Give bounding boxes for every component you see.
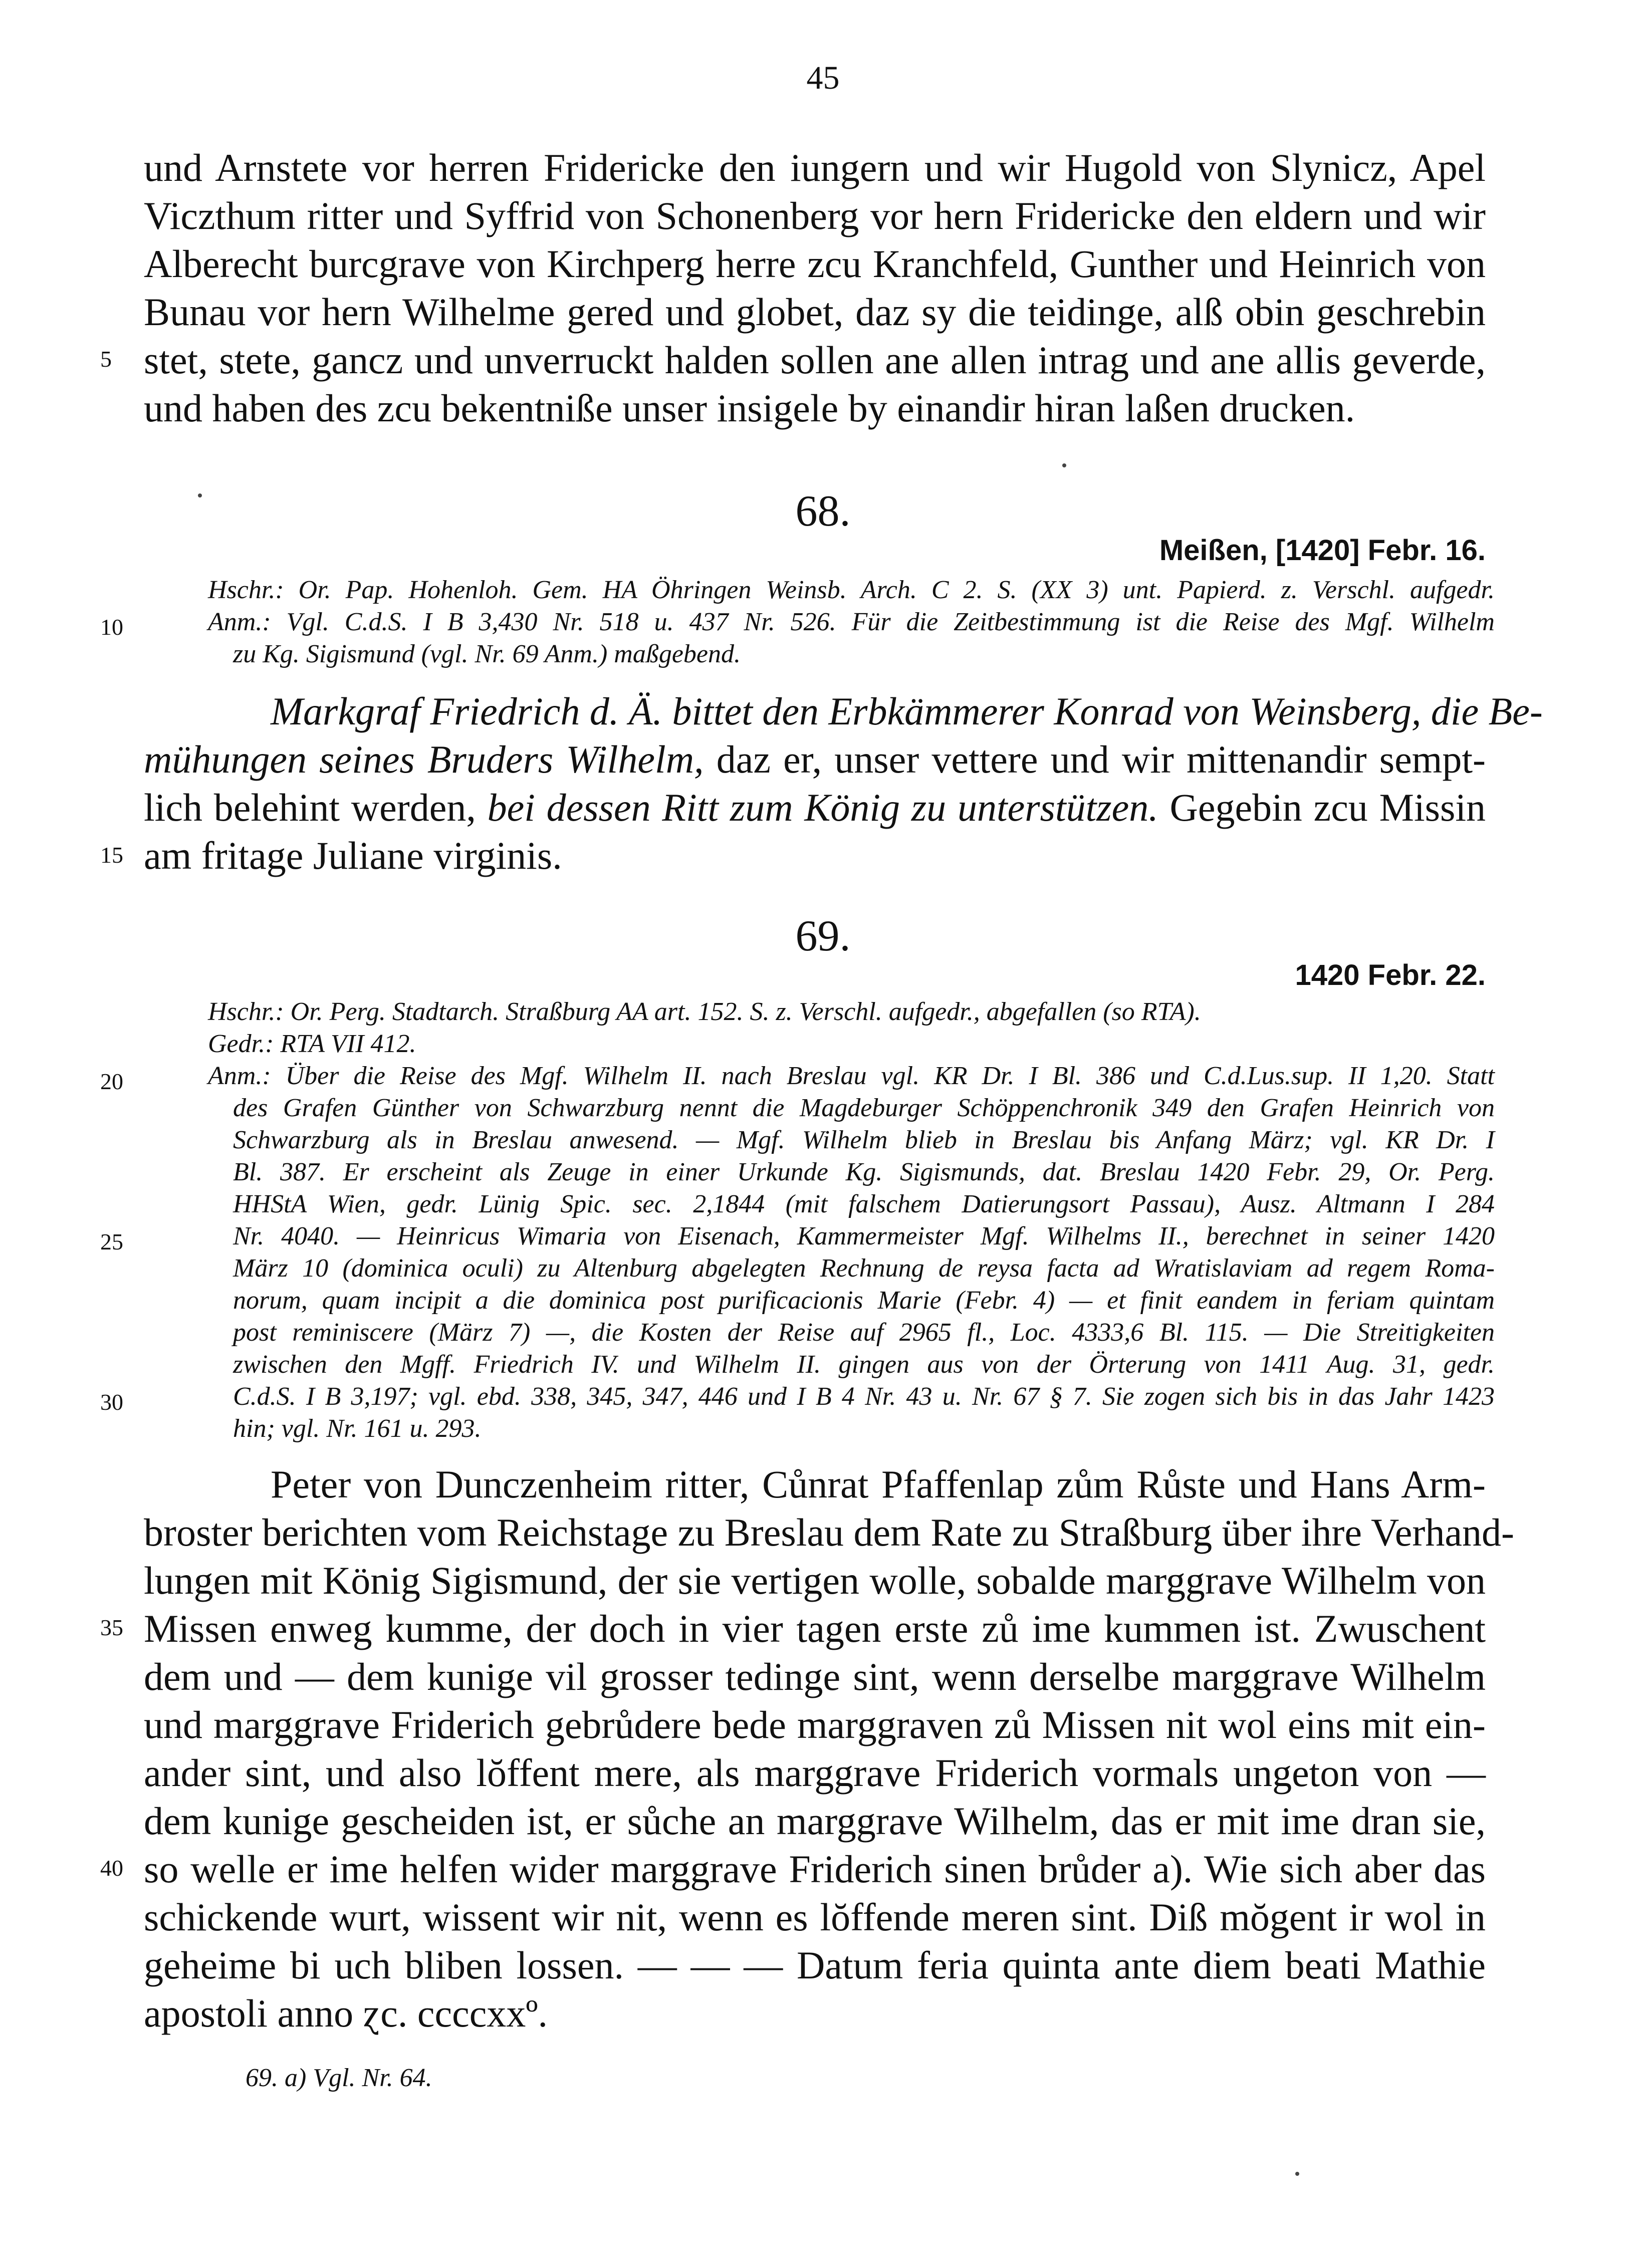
- doc69-body-line-2: broster berichten vom Reichstage zu Breslau dem Rate zu Straßburg über ihre Verhand-: [144, 1510, 1514, 1554]
- doc69-note-10: norum, quam incipit a die dominica post purificacionis Marie (Febr. 4) — et finit eandem in feriam quintam: [233, 1286, 1495, 1315]
- intro-line-3: Alberecht burcgrave von Kirchperg herre zcu Kranchfeld, Gunther und Heinrich von: [144, 242, 1486, 286]
- speck-mark: [1062, 463, 1066, 467]
- intro-line-5: stet, stete, gancz und unverruckt halden sollen ane allen intrag und ane allis geverde,: [144, 338, 1486, 382]
- doc69-note-2: Gedr.: RTA VII 412.: [208, 1030, 416, 1058]
- doc69-note-13: C.d.S. I B 3,197; vgl. ebd. 338, 345, 347, 446 und I B 4 Nr. 43 u. Nr. 67 § 7. Sie zogen sich bis in das Jahr 1423: [233, 1382, 1495, 1411]
- doc69-note-12: zwischen den Mgff. Friedrich IV. und Wilhelm II. gingen aus von der Örterung von 1411 Aug. 31, gedr.: [233, 1350, 1495, 1379]
- line-number-10: 10: [100, 614, 123, 640]
- doc68-summary-italic: bei dessen Ritt zum König zu unterstützen.: [487, 786, 1158, 829]
- doc69-note-5: Schwarzburg als in Breslau anwesend. — Mgf. Wilhelm blieb in Breslau bis Anfang März; vgl. KR Dr. I: [233, 1126, 1495, 1154]
- line-number-20: 20: [100, 1069, 123, 1094]
- doc69-number: 69.: [795, 912, 851, 960]
- line-number-35: 35: [100, 1615, 123, 1640]
- doc68-summary-line-2: [144, 737, 1486, 782]
- doc69-body-line-1: Peter von Dunczenheim ritter, Cůnrat Pfaffenlap zům Růste und Hans Arm-: [271, 1462, 1486, 1506]
- line-number-30: 30: [100, 1389, 123, 1415]
- doc69-note-14: hin; vgl. Nr. 161 u. 293.: [233, 1414, 482, 1443]
- doc68-summary-text: daz er, unser vettere und wir mittenandir sempt-: [703, 737, 1486, 781]
- doc68-note-2: Anm.: Vgl. C.d.S. I B 3,430 Nr. 518 u. 437 Nr. 526. Für die Zeitbestimmung ist die Reise des Mgf. Wilhelm: [208, 608, 1495, 636]
- doc69-body-line-5: dem und — dem kunige vil grosser tedinge sint, wenn derselbe marggrave Wilhelm: [144, 1655, 1486, 1698]
- line-number-5: 5: [100, 346, 112, 372]
- doc68-summary-italic: mühungen seines Bruders Wilhelm,: [144, 737, 704, 781]
- doc69-note-7: HHStA Wien, gedr. Lünig Spic. sec. 2,1844 (mit falschem Datierungsort Passau), Ausz. Altmann I 284: [233, 1190, 1495, 1218]
- intro-line-6: und haben des zcu bekentniße unser insigele by einandir hiran laßen drucken.: [144, 386, 1355, 430]
- line-number-40: 40: [100, 1855, 123, 1881]
- doc69-body-line-7: ander sint, und also lŏffent mere, als marggrave Friderich vormals ungeton von —: [144, 1751, 1486, 1795]
- doc69-body-line-8: dem kunige gescheiden ist, er sůche an marggrave Wilhelm, das er mit ime dran sie,: [144, 1799, 1486, 1843]
- doc69-note-6: Bl. 387. Er erscheint als Zeuge in einer Urkunde Kg. Sigismunds, dat. Breslau 1420 Febr. 29, Or. Perg.: [233, 1158, 1495, 1186]
- line-number-25: 25: [100, 1229, 123, 1254]
- intro-line-1: und Arnstete vor herren Fridericke den iungern und wir Hugold von Slynicz, Apel: [144, 146, 1486, 189]
- speck-mark: [1295, 2172, 1299, 2176]
- doc69-body-line-6: und marggrave Friderich gebrůdere bede marggraven zů Missen nit wol eins mit ein-: [144, 1703, 1486, 1746]
- intro-line-2: Viczthum ritter und Syffrid von Schonenberg vor hern Fridericke den eldern und wir: [144, 194, 1486, 237]
- doc68-note-1: Hschr.: Or. Pap. Hohenloh. Gem. HA Öhringen Weinsb. Arch. C 2. S. (XX 3) unt. Papierd. z. Verschl. aufgedr.: [208, 576, 1495, 604]
- intro-line-4: Bunau vor hern Wilhelme gered und globet, daz sy die teidinge, alß obin geschrebin: [144, 290, 1486, 334]
- doc69-dateline: 1420 Febr. 22.: [1295, 959, 1486, 991]
- page-number: 45: [806, 60, 840, 96]
- doc68-summary-line-1: Markgraf Friedrich d. Ä. bittet den Erbkämmerer Konrad von Weinsberg, die Be-: [271, 689, 1543, 733]
- doc69-note-3: Anm.: Über die Reise des Mgf. Wilhelm II. nach Breslau vgl. KR Dr. I Bl. 386 und C.d.Lus.sup. II 1,20. Statt: [208, 1062, 1495, 1090]
- doc69-note-1: Hschr.: Or. Perg. Stadtarch. Straßburg AA art. 152. S. z. Verschl. aufgedr., abgefallen (so RTA).: [208, 997, 1201, 1026]
- line-number-15: 15: [100, 842, 123, 868]
- doc68-summary-text: Gegebin zcu Missin: [1158, 786, 1486, 829]
- doc68-note-3: zu Kg. Sigismund (vgl. Nr. 69 Anm.) maßgebend.: [233, 640, 741, 668]
- doc68-summary-line-3: [144, 785, 1486, 830]
- doc69-footnote: 69. a) Vgl. Nr. 64.: [246, 2064, 432, 2092]
- doc68-dateline: Meißen, [1420] Febr. 16.: [1159, 534, 1486, 567]
- doc69-body-line-12: apostoli anno ɀc. ccccxxº.: [144, 1991, 548, 2035]
- doc69-body-line-4: Missen enweg kumme, der doch in vier tagen erste zů ime kummen ist. Zwuschent: [144, 1607, 1486, 1650]
- doc69-note-9: März 10 (dominica oculi) zu Altenburg abgelegten Rechnung de reysa facta ad Wratislaviam ad regem Roma-: [233, 1254, 1495, 1283]
- doc69-note-4: des Grafen Günther von Schwarzburg nennt die Magdeburger Schöppenchronik 349 den Grafen Heinrich von: [233, 1094, 1495, 1122]
- doc68-summary-line-4: am fritage Juliane virginis.: [144, 834, 562, 877]
- doc68-summary-text: lich belehint werden,: [144, 786, 488, 829]
- doc69-body-line-9: so welle er ime helfen wider marggrave Friderich sinen brůder a). Wie sich aber das: [144, 1847, 1486, 1891]
- doc69-note-8: Nr. 4040. — Heinricus Wimaria von Eisenach, Kammermeister Mgf. Wilhelms II., berechnet in seiner 1420: [233, 1222, 1495, 1250]
- doc68-number: 68.: [795, 487, 851, 536]
- doc69-body-line-11: geheime bi uch bliben lossen. — — — Datum feria quinta ante diem beati Mathie: [144, 1943, 1486, 1987]
- doc69-body-line-10: schickende wurt, wissent wir nit, wenn es lŏffende meren sint. Diß mŏgent ir wol in: [144, 1895, 1486, 1939]
- doc69-body-line-3: lungen mit König Sigismund, der sie vertigen wolle, sobalde marggrave Wilhelm von: [144, 1559, 1486, 1602]
- doc69-note-11: post reminiscere (März 7) —, die Kosten der Reise auf 2965 fl., Loc. 4333,6 Bl. 115. — Die Streitigkeiten: [233, 1318, 1495, 1347]
